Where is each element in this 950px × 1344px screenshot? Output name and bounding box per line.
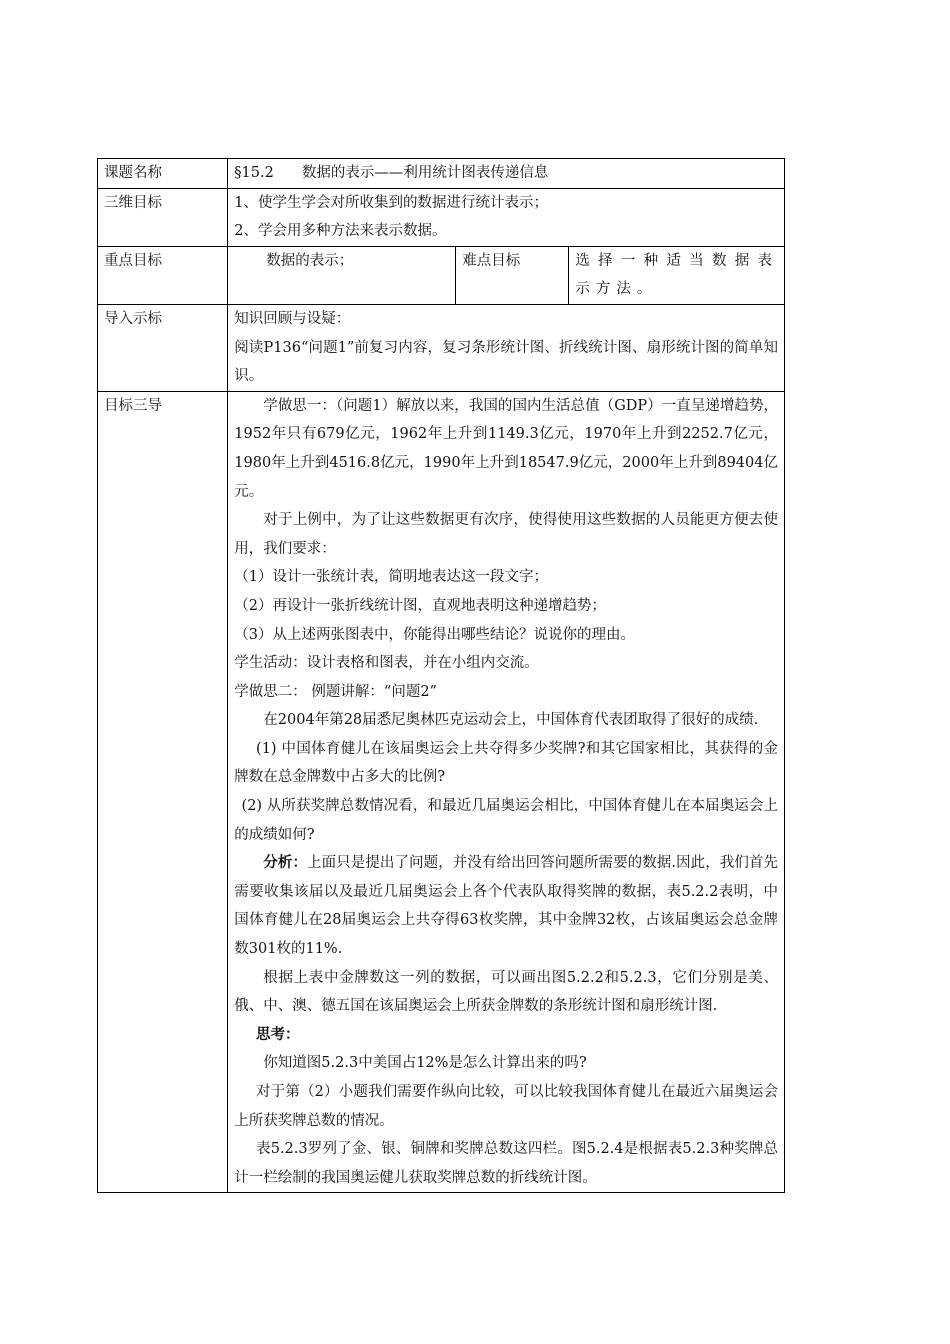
guide-paragraph: 根据上表中金牌数这一列的数据，可以画出图5.2.2和5.2.3，它们分别是美、俄、中、澳、德五国在该届奥运会上所获金牌数的条形统计图和扇形统计图.: [234, 969, 778, 1015]
guide-paragraph: 你知道图5.2.3中美国占12%是怎么计算出来的吗?: [263, 1055, 587, 1072]
course-name-row: [98, 159, 785, 189]
difficulty-text: 选择一种适当数据表示方法。: [575, 252, 778, 298]
analysis-paragraph: [234, 849, 778, 963]
guide-paragraph: 学做思一：（问题1）解放以来，我国的国内生活总值（GDP）一直呈递增趋势，1952年只有679亿元，1962年上升到1149.3亿元，1970年上升到2252.7亿元，1980年上升到4516.8亿元，1990年上升到18547.9亿元，2000年上升到89404亿元。: [234, 397, 778, 500]
guide-paragraph: 在2004年第28届悉尼奥林匹克运动会上，中国体育代表团取得了很好的成绩.: [263, 712, 759, 729]
think-heading: 思考：: [256, 1025, 300, 1043]
section-number: §15.2: [234, 165, 274, 181]
three-dim-goals-cell: [228, 188, 785, 246]
key-goals-label: 重点目标: [98, 246, 228, 304]
intro-row: [98, 304, 785, 391]
guide-paragraph: (1) 中国体育健儿在该届奥运会上共夺得多少奖牌?和其它国家相比，其获得的金牌数在总金牌数中占多大的比例?: [234, 740, 778, 786]
guide-paragraph: 表5.2.3罗列了金、银、铜牌和奖牌总数这四栏。图5.2.4是根据表5.2.3种奖牌总计一栏绘制的我国奥运健儿获取奖牌总数的折线统计图。: [234, 1141, 778, 1186]
analysis-label: 分析：: [263, 854, 308, 872]
difficulty-content: [569, 246, 785, 304]
course-name-cell: [228, 159, 785, 189]
intro-label: 导入示标: [98, 304, 228, 391]
difficulty-label: 难点目标: [456, 246, 569, 304]
course-title: 数据的表示——利用统计图表传递信息: [301, 165, 549, 181]
intro-text: 阅读P136“问题1”前复习内容，复习条形统计图、折线统计图、扇形统计图的简单知识。: [234, 339, 778, 385]
three-dim-goals-row: [98, 188, 785, 246]
analysis-text: 上面只是提出了问题，并没有给出回答问题所需要的数据.因此，我们首先需要收集该届以及最近几届奥运会上各个代表队取得奖牌的数据，表5.2.2表明，中国体育健儿在28届奥运会上共夺得63枚奖牌，其中金牌32枚，占该届奥运会总金牌数301枚的11%.: [234, 855, 779, 958]
intro-heading: 知识回顾与设疑：: [234, 310, 351, 327]
key-goals-content: 数据的表示；: [228, 246, 456, 304]
goal-item: 1、使学生学会对所收集到的数据进行统计表示；: [234, 194, 549, 211]
course-name-label: 课题名称: [98, 159, 228, 189]
guide-paragraph: 对于上例中，为了让这些数据更有次序，使得使用这些数据的人员能更方便去使用，我们要求：: [234, 512, 778, 557]
goal-item: 2、学会用多种方法来表示数据。: [234, 223, 447, 240]
three-dim-goals-label: 三维目标: [98, 188, 228, 246]
guide-paragraph: (2) 从所获奖牌总数情况看，和最近几届奥运会相比，中国体育健儿在本届奥运会上的成绩如何?: [234, 798, 778, 843]
guide-paragraph: （3）从上述两张图表中，你能得出哪些结论？说说你的理由。: [234, 626, 636, 643]
guide-cell: [228, 391, 785, 1193]
guide-paragraph: 学做思二： 例题讲解：“问题2”: [234, 683, 437, 700]
guide-paragraph: 对于第（2）小题我们需要作纵向比较，可以比较我国体育健儿在最近六届奥运会上所获奖牌总数的情况。: [234, 1084, 778, 1129]
guide-label: 目标三导: [98, 391, 228, 1193]
intro-cell: [228, 304, 785, 391]
guide-row: [98, 391, 785, 1193]
guide-paragraph: 学生活动：设计表格和图表，并在小组内交流。: [234, 655, 539, 672]
guide-paragraph: （2）再设计一张折线统计图，直观地表明这种递增趋势；: [234, 597, 607, 614]
key-goals-row: [98, 246, 785, 304]
lesson-plan-table: [97, 158, 785, 1193]
guide-paragraph: （1）设计一张统计表，简明地表达这一段文字；: [234, 569, 549, 586]
